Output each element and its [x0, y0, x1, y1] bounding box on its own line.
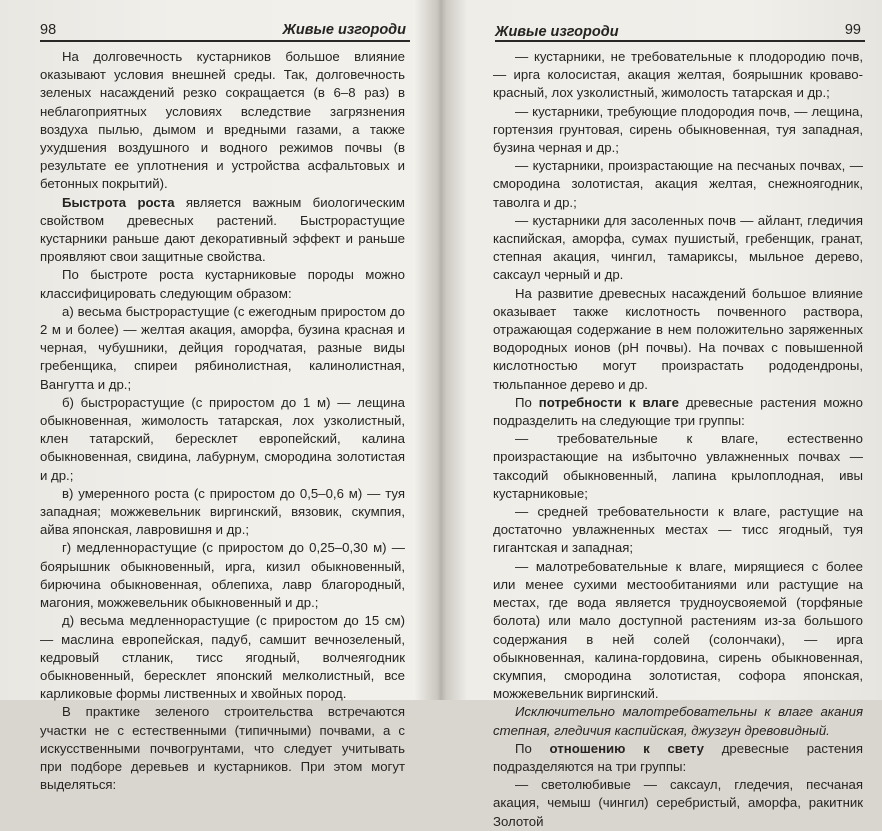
left-page-body [40, 48, 405, 794]
list-item: а) весьма быстрорастущие (с ежегодным приростом до 2 м и более) — желтая акация, аморфа, бузина красная и черная, чубушники, дейция городчатая, разные виды гребенщика, спиреи рябинолистная, калинолистная, Вангутта и др.; [40, 303, 405, 392]
left-running-title: Живые изгороди [282, 22, 406, 38]
paragraph-text: является важным биологическим свойством древесных растений. Быстрорастущие кустарники раньше дают декоративный эффект и раньше проявляют свои защитные свойства. [40, 194, 405, 265]
right-page-body [493, 48, 863, 831]
list-item: в) умеренного роста (с приростом до 0,5–0,6 м) — туя западная; можжевельник виргинский, вязовик, скумпия, айва японская, лавровишня и др.; [40, 485, 405, 538]
right-header-rule [495, 40, 865, 42]
paragraph-text: древесные растения можно подразделить на следующие три группы: [493, 394, 863, 429]
list-item: — светолюбивые — саксаул, гледечия, песчаная акация, чемыш (чингил) серебристый, аморфа, ракитник Золотой [493, 777, 863, 829]
list-item: — требовательные к влаге, естественно произрастающие на избыточно увлажненных почвах — таксодий обыкновенный, лапина крылоплодная, ивы кустарниковые; [493, 431, 863, 501]
paragraph: В практике зеленого строительства встречаются участки не с естественными (типичными) почвами, а с искусственными почвогрунтами, что следует учитывать при подборе деревьев и кустарников. При этом могут выделяться: [40, 704, 405, 793]
list-item: г) медленнорастущие (с приростом до 0,25–0,30 м) — боярышник обыкновенный, ирга, кизил обыкновенный, бирючина обыкновенная, облепиха, лавр благородный, магония, можжевельник обыкновенный и др.; [40, 540, 405, 611]
bold-term: Быстрота роста [62, 194, 175, 210]
list-item: д) весьма медленнорастущие (с приростом до 15 см) — маслина европейская, падуб, самшит вечнозеленый, кедровый стланик, тисс ягодный, волчеягодник обыкновенный, бересклет японский мелколистный, все карликовые формы лиственных и хвойных пород. [40, 613, 405, 702]
list-item: б) быстрорастущие (с приростом до 1 м) — лещина обыкновенная, жимолость татарская, лох узколистный, клен татарский, бересклет европейский, калина обыкновенная, свидина, лабурнум, смородина золотистая и др.; [40, 394, 405, 483]
list-item: — средней требовательности к влаге, растущие на достаточно увлажненных местах — тисс ягодный, туя гигантская и западная; [493, 504, 863, 556]
left-header-rule [40, 40, 410, 42]
bold-term: отношению к свету [549, 740, 705, 756]
left-page [0, 0, 441, 793]
paragraph [40, 194, 405, 267]
italic-paragraph: Исключительно малотребовательны к влаге акания степная, гледичия каспийская, джузгун древовидный. [493, 704, 863, 738]
paragraph: На долговечность кустарников большое влияние оказывают условия внешней среды. Так, долговечность зеленых насаждений резко сокращается (в 6–8 раз) в неблагоприятных условиях вследствие загрязнения воздуха пылью, дымом и вредными газами, а также ухудшения воздушного и водного режимов почвы (в результате ее уплотнения и устройства асфальтовых и бетонных покрытий). [40, 49, 405, 192]
left-page-number: 98 [40, 22, 57, 38]
paragraph-text: По [515, 740, 550, 756]
paragraph-text: По [515, 394, 539, 410]
list-item: — кустарники, не требовательные к плодородию почв, — ирга колосистая, акация желтая, боярышник кроваво-красный, лох узколистный, жимолость татарская и др.; [493, 49, 863, 101]
paragraph: По быстроте роста кустарниковые породы можно классифицировать следующим образом: [40, 267, 405, 301]
list-item: — кустарники, требующие плодородия почв, — лещина, гортензия грунтовая, сирень обыкновенная, туя западная, бузина черная и др.; [493, 103, 863, 156]
right-page [441, 0, 882, 829]
paragraph: На развитие древесных насаждений большое влияние оказывает также кислотность почвенного раствора, отражающая содержание в нем положительно заряженных водородных ионов (рН почвы). На почвах с повышенной кислотностью могут произрастать рододендроны, тюльпанное дерево и др. [493, 285, 863, 392]
right-page-header [495, 20, 865, 42]
left-page-header [40, 20, 410, 42]
paragraph-text: древесные растения подразделяются на три группы: [493, 740, 863, 774]
paragraph [493, 740, 863, 776]
list-item: — малотребовательные к влаге, мирящиеся с более или менее сухими местообитаниями или растущие на местах, где вода является трудноусвояемой (торфяные болота) или мало доступной растениям из-за большого содержания в ней солей (солончаки), — ирга обыкновенная, калина-гордовина, сирень обыкновенная, скумпия, смородина золотистая, софора японская, можжевельник виргинский. [493, 558, 863, 702]
right-page-number: 99 [844, 22, 861, 38]
list-item: — кустарники для засоленных почв — айлант, гледичия каспийская, аморфа, сумах пушистый, гребенщик, гранат, степная акация, чингил, тамариксы, мыльное дерево, саксаул черный и др. [493, 212, 863, 283]
right-running-title: Живые изгороди [495, 24, 619, 40]
list-item: — кустарники, произрастающие на песчаных почвах, — смородина золотистая, акация желтая, снежноягодник, таволга и др.; [493, 158, 863, 210]
paragraph [493, 394, 863, 430]
bold-term: потребности к влаге [538, 394, 679, 410]
